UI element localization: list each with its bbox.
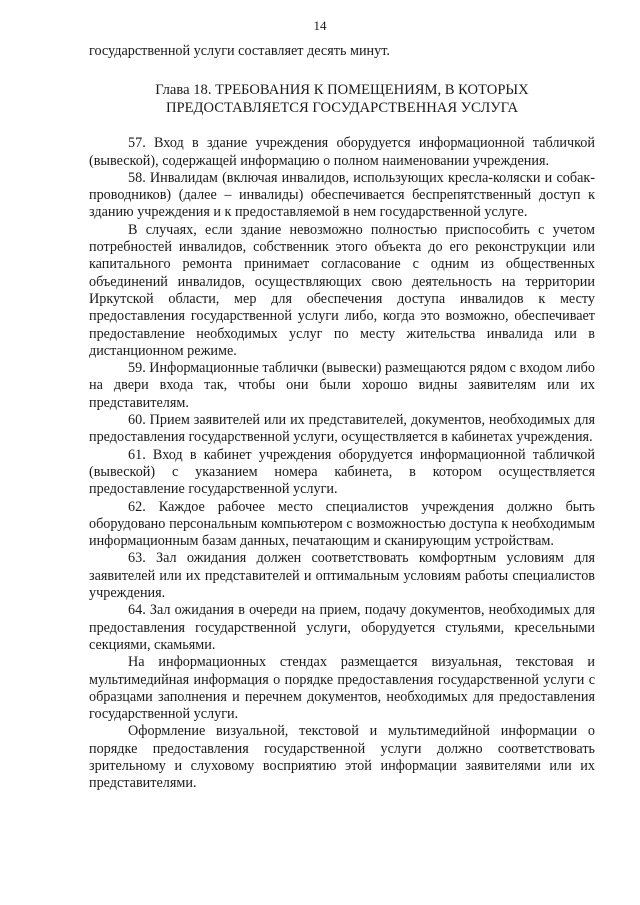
paragraph-64: 64. Зал ожидания в очереди на прием, подачу документов, необходимых для предоставления государственной услуги, оборудуется стульями, кресельными секциями, скамьями. <box>89 602 595 653</box>
paragraph-57: 57. Вход в здание учреждения оборудуется информационной табличкой (вывеской), содержащей информацию о полном наименовании учреждения. <box>89 135 595 169</box>
chapter-title-line-2: ПРЕДОСТАВЛЯЕТСЯ ГОСУДАРСТВЕННАЯ УСЛУГА <box>165 99 519 116</box>
document-body <box>89 43 595 793</box>
paragraph-info-stands: На информационных стендах размещается визуальная, текстовая и мультимедийная информация о порядке предоставления государственной услуги с образцами заполнения и перечнем документов, необходимых для предоставления государственной услуги. <box>89 654 595 723</box>
paragraph-info-design: Оформление визуальной, текстовой и мультимедийной информации о порядке предоставления государственной услуги должно соответствовать зрительному и слуховому восприятию этой информации заявителями или их представителями. <box>89 723 595 792</box>
paragraph-59: 59. Информационные таблички (вывески) размещаются рядом с входом либо на двери входа так, чтобы они были хорошо видны заявителям или их представителям. <box>89 360 595 411</box>
paragraph-62: 62. Каждое рабочее место специалистов учреждения должно быть оборудовано персональным компьютером с возможностью доступа к необходимым информационным базам данных, печатающим и сканирующим устройствам. <box>89 498 595 550</box>
paragraph-58-cases: В случаях, если здание невозможно полностью приспособить с учетом потребностей инвалидов, собственник этого объекта до его реконструкции или капитального ремонта принимает согласование с одним из общественных объединений инвалидов, осуществляющих свою деятельность на территории Иркутской области, мер для обеспечения доступа инвалидов к месту предоставления государственной услуги либо, когда это возможно, обеспечивает предоставление необходимых услуг по месту жительства инвалида или в дистанционном режиме. <box>89 221 595 359</box>
paragraph-61: 61. Вход в кабинет учреждения оборудуется информационной табличкой (вывеской) с указанием номера кабинета, в котором осуществляется предоставление государственной услуги. <box>89 446 595 498</box>
chapter-title <box>89 82 595 117</box>
paragraph-58: 58. Инвалидам (включая инвалидов, использующих кресла-коляски и собак-проводников) (далее – инвалиды) обеспечивается беспрепятственный доступ к зданию учреждения и к предоставляемой в нем государственной услуге. <box>89 169 595 221</box>
page-number: 14 <box>313 18 327 33</box>
paragraph-60: 60. Прием заявителей или их представителей, документов, необходимых для предоставления государственной услуги, осуществляется в кабинетах учреждения. <box>89 412 595 446</box>
intro-line: государственной услуги составляет десять минут. <box>89 43 390 59</box>
paragraph-63: 63. Зал ожидания должен соответствовать комфортным условиям для заявителей или их представителей и оптимальным условиям работы специалистов учреждения. <box>89 550 595 602</box>
chapter-title-line-1: Глава 18. ТРЕБОВАНИЯ К ПОМЕЩЕНИЯМ, В КОТОРЫХ <box>155 82 529 99</box>
